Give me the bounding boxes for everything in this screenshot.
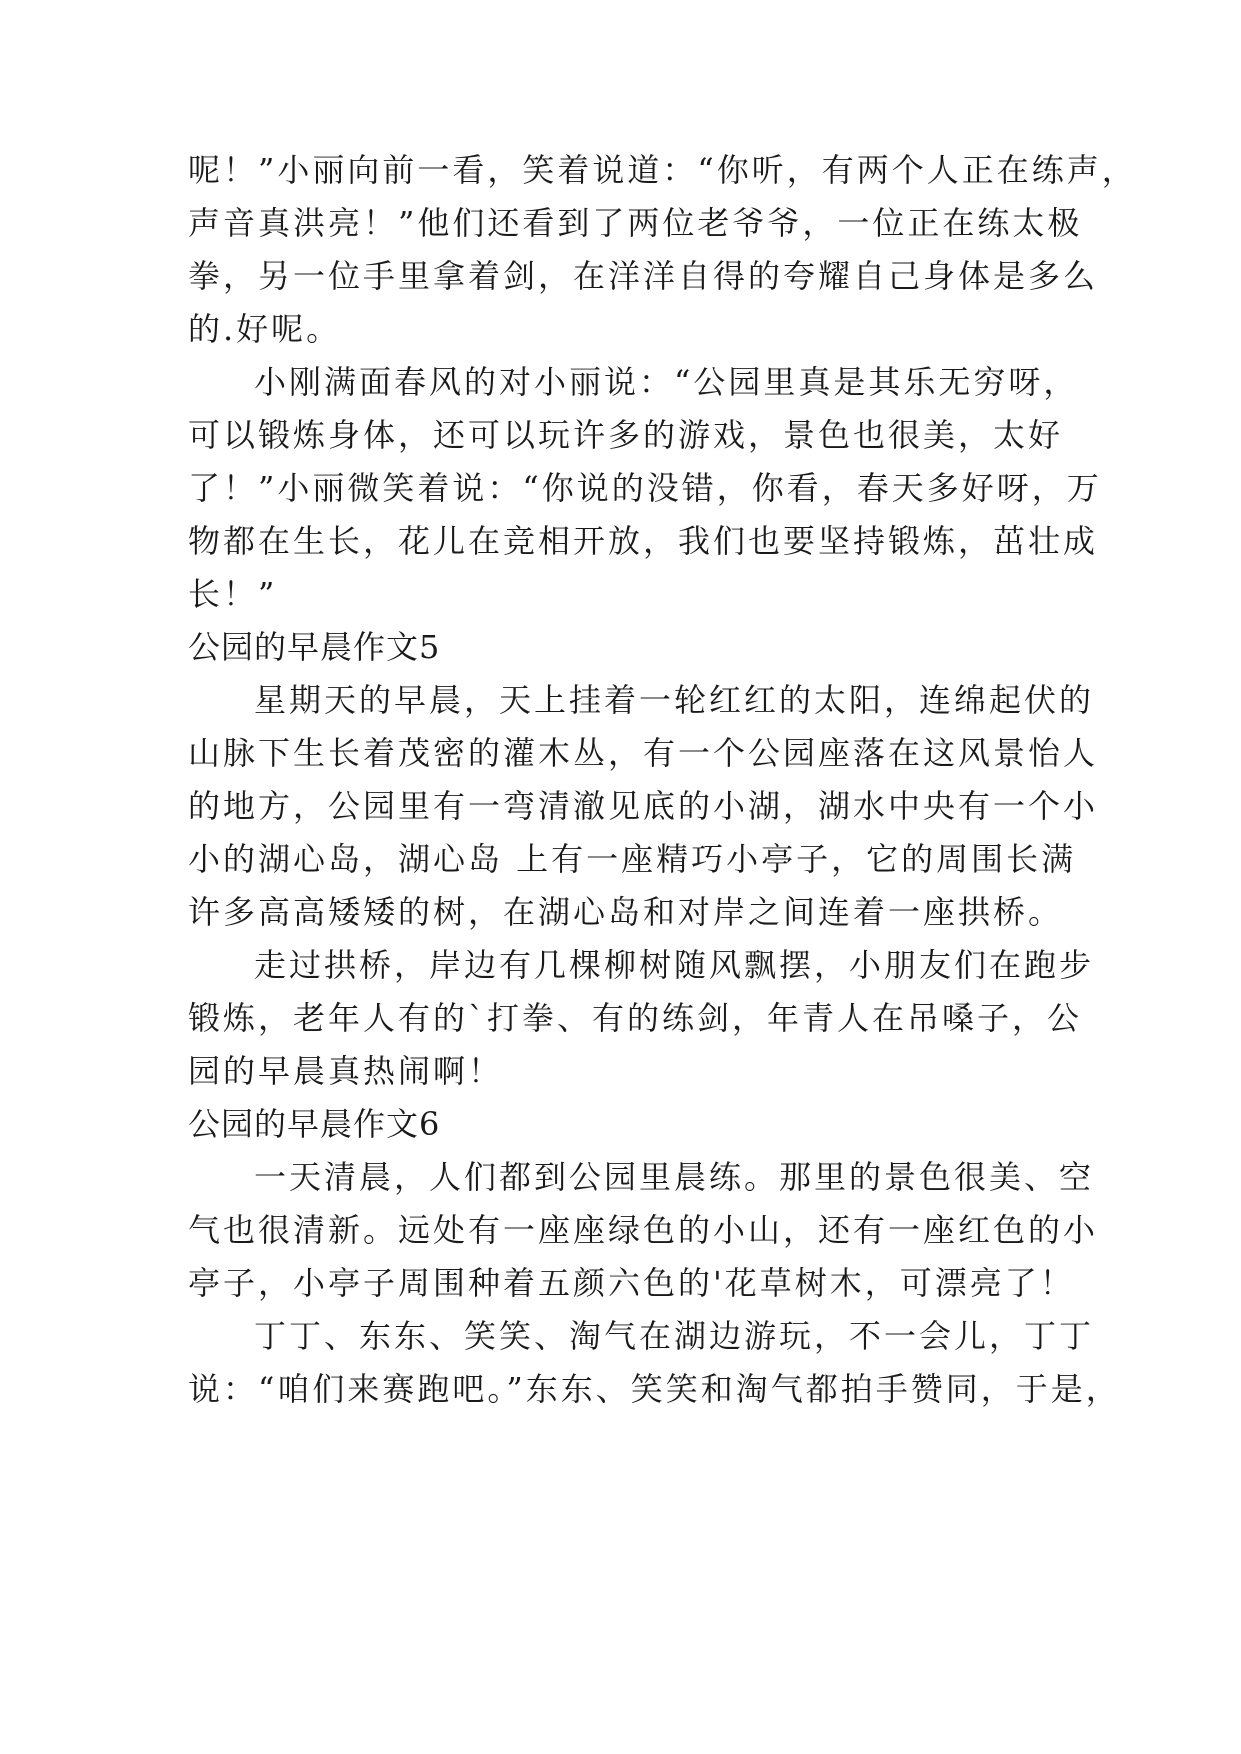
text-line: 的.好呢。 <box>188 310 342 348</box>
text-line: 拳，另一位手里拿着剑，在洋洋自得的夸耀自己身体是多么 <box>188 257 1099 295</box>
section-heading: 公园的早晨作文6 <box>188 1105 441 1143</box>
paragraph-first-line: 星期天的早晨，天上挂着一轮红红的太阳，连绵起伏的 <box>254 681 1095 719</box>
text-line: 可以锻炼身体，还可以玩许多的游戏，景色也很美，太好 <box>188 416 1064 454</box>
text-line: 气也很清新。远处有一座座绿色的小山，还有一座红色的小 <box>188 1211 1099 1249</box>
text-line: 长！” <box>188 575 278 613</box>
paragraph-first-line: 走过拱桥，岸边有几棵柳树随风飘摆，小朋友们在跑步 <box>254 946 1095 984</box>
text-line: 锻炼，老年人有的`打拳、有的练剑，年青人在吊嗓子，公 <box>188 999 1083 1037</box>
text-line: 园的早晨真热闹啊！ <box>188 1052 504 1090</box>
paragraph-first-line: 小刚满面春风的对小丽说：“公园里真是其乐无穷呀， <box>254 363 1079 401</box>
text-line: 小的湖心岛，湖心岛 上有一座精巧小亭子，它的周围长满 <box>188 840 1077 878</box>
text-line: 声音真洪亮！”他们还看到了两位老爷爷，一位正在练太极 <box>188 204 1083 242</box>
text-line: 许多高高矮矮的树，在湖心岛和对岸之间连着一座拱桥。 <box>188 893 1064 931</box>
text-line: 山脉下生长着茂密的灌木丛，有一个公园座落在这风景怡人 <box>188 734 1099 772</box>
text-line: 呢！”小丽向前一看，笑着说道：“你听，有两个人正在练声， <box>188 151 1137 189</box>
text-line: 物都在生长，花儿在竞相开放，我们也要坚持锻炼，茁壮成 <box>188 522 1099 560</box>
text-line: 的地方，公园里有一弯清澈见底的小湖，湖水中央有一个小 <box>188 787 1099 825</box>
text-line: 亭子，小亭子周围种着五颜六色的'花草树木，可漂亮了！ <box>188 1264 1075 1302</box>
section-heading: 公园的早晨作文5 <box>188 628 441 666</box>
paragraph-first-line: 丁丁、东东、笑笑、淘气在湖边游玩，不一会儿，丁丁 <box>254 1317 1095 1355</box>
text-line: 了！”小丽微笑着说：“你说的没错，你看，春天多好呀，万 <box>188 469 1102 507</box>
paragraph-first-line: 一天清晨，人们都到公园里晨练。那里的景色很美、空 <box>254 1158 1095 1196</box>
text-line: 说：“咱们来赛跑吧。”东东、笑笑和淘气都拍手赞同，于是， <box>188 1370 1121 1408</box>
